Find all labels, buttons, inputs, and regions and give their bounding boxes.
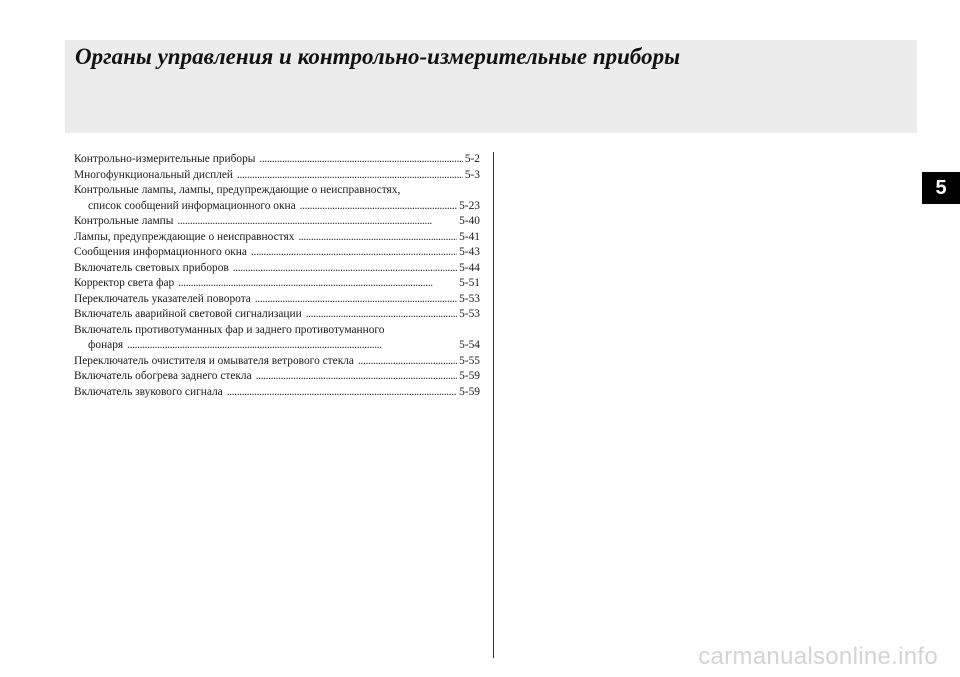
toc-page-number: 5-41 [459,230,480,243]
toc-page-number: 5-51 [459,277,480,289]
toc-leader-dots [127,338,457,354]
toc-entry-title: Корректор света фар [74,277,175,289]
toc-page-number: 5-40 [459,215,480,227]
toc-page-number: 5-53 [459,292,480,305]
table-of-contents [74,152,480,400]
toc-leader-dots [259,152,462,168]
toc-entry-title: Включатель противотуманных фар и заднего противотуманного [74,323,385,336]
toc-entry-title: Сообщения информационного окна [74,246,247,258]
toc-entry-title: Контрольно-измерительные приборы [74,153,256,165]
toc-entry-title: Многофункциональный дисплей [74,168,234,181]
toc-entry-title: Включатель аварийной световой сигнализации [74,308,302,320]
toc-page-number: 5-59 [459,385,480,398]
toc-entry-line [74,230,480,246]
toc-entry[interactable] [74,245,480,261]
toc-entry[interactable] [74,292,480,308]
watermark: carmanualsonline.info [698,643,938,670]
chapter-title: Органы управления и контрольно-измерительные приборы [75,44,681,69]
toc-leader-dots [255,292,457,308]
chapter-header [65,40,917,133]
toc-entry[interactable] [74,307,480,323]
toc-leader-dots [300,199,457,215]
toc-entry-line [74,385,480,401]
toc-page-number: 5-55 [459,354,480,367]
chapter-number: 5 [935,176,947,199]
toc-entry-line [74,307,480,323]
toc-leader-dots [233,261,457,277]
toc-entry-title: Лампы, предупреждающие о неисправностях [74,230,295,243]
toc-entry[interactable] [74,214,480,230]
toc-entry-title: Включатель световых приборов [74,261,229,274]
toc-entry-title: Контрольные лампы [74,215,174,227]
toc-entry[interactable] [74,261,480,277]
toc-entry-line [74,323,480,339]
toc-leader-dots [298,230,457,246]
chapter-number-tab [922,172,960,204]
toc-entry-line [74,245,480,261]
toc-page-number: 5-54 [459,339,480,351]
toc-entry[interactable] [74,152,480,168]
toc-entry-line [74,369,480,385]
toc-entry[interactable] [74,168,480,184]
toc-entry-title: Включатель обогрева заднего стекла [74,370,252,382]
toc-entry-line [74,354,480,370]
toc-entry-line [74,152,480,168]
toc-entry[interactable] [74,230,480,246]
toc-page-number: 5-3 [464,168,480,181]
toc-entry-line [74,276,480,292]
toc-page-number: 5-43 [459,246,480,258]
toc-leader-dots [306,307,457,323]
toc-leader-dots [251,245,457,261]
toc-entry-line [74,214,480,230]
toc-entry-line [74,183,480,199]
toc-entry-line [74,168,480,184]
toc-leader-dots [227,385,457,401]
toc-leader-dots [358,354,457,370]
toc-page-number: 5-53 [459,308,480,320]
toc-entry-title: Включатель звукового сигнала [74,385,223,398]
toc-entry[interactable] [74,276,480,292]
toc-leader-dots [178,276,457,292]
toc-entry[interactable] [74,323,480,354]
toc-entry-title: Контрольные лампы, лампы, предупреждающие о неисправностях, [74,184,401,196]
toc-entry[interactable] [74,385,480,401]
toc-entry-title: Переключатель указателей поворота [74,292,251,305]
toc-entry[interactable] [74,183,480,214]
toc-leader-dots [256,369,457,385]
toc-page-number: 5-2 [464,153,480,165]
toc-entry-title: Переключатель очистителя и омывателя ветрового стекла [74,354,354,367]
toc-entry-title: фонаря [88,339,124,351]
toc-entry-line [74,292,480,308]
toc-entry[interactable] [74,354,480,370]
toc-entry-line [74,338,480,354]
toc-page-number: 5-44 [459,261,480,274]
toc-page-number: 5-23 [459,199,480,212]
toc-entry-line [74,261,480,277]
toc-page-number: 5-59 [459,370,480,382]
toc-leader-dots [237,168,463,184]
toc-entry-line [74,199,480,215]
toc-entry[interactable] [74,369,480,385]
toc-leader-dots [177,214,457,230]
toc-entry-title: список сообщений информационного окна [88,199,296,212]
column-divider [493,152,494,658]
